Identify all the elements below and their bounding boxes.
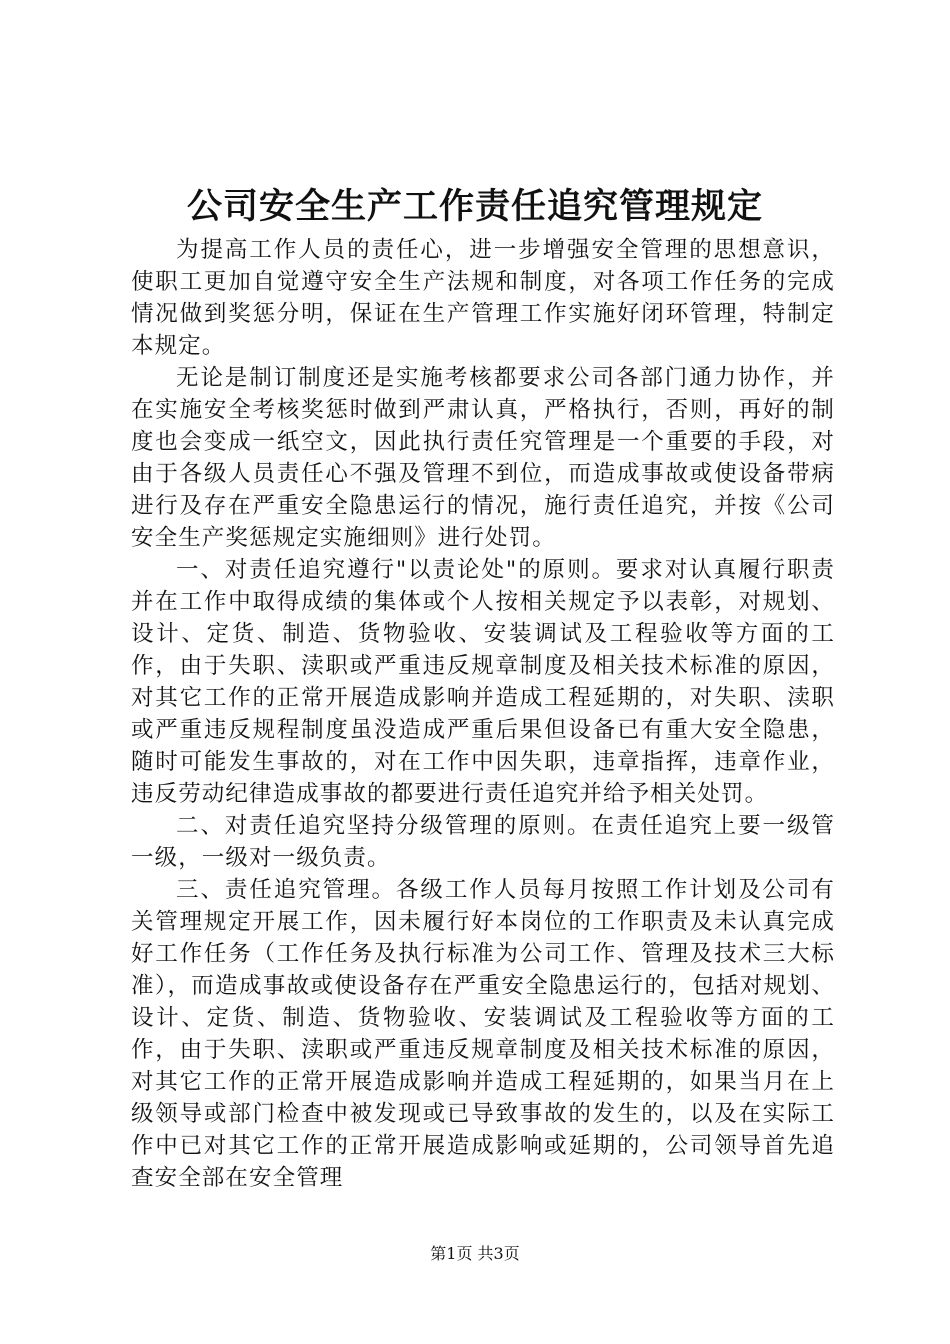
document-title: 公司安全生产工作责任追究管理规定 [186,186,763,227]
paragraph-article-2: 二、对责任追究坚持分级管理的原则。在责任追究上要一级管一级，一级对一级负责。 [131,813,835,871]
paragraph-intro: 为提高工作人员的责任心，进一步增强安全管理的思想意识，使职工更加自觉遵守安全生产法规和制度，对各项工作任务的完成情况做到奖惩分明，保证在生产管理工作实施好闭环管理，特制定本规定。 [131,237,835,359]
paragraph-article-3: 三、责任追究管理。各级工作人员每月按照工作计划及公司有关管理规定开展工作，因未履行好本岗位的工作职责及未认真完成好工作任务（工作任务及执行标准为公司工作、管理及技术三大标准），而造成事故或使设备存在严重安全隐患运行的，包括对规划、设计、定货、制造、货物验收、安装调试及工程验收等方面的工作，由于失职、渎职或严重违反规章制度及相关技术标准的原因，对其它工作的正常开展造成影响并造成工程延期的，如果当月在上级领导或部门检查中被发现或已导致事故的发生的，以及在实际工作中已对其它工作的正常开展造成影响或延期的，公司领导首先追查安全部在安全管理 [131,877,835,1191]
document-body [131,234,835,1194]
page-number: 第1页 共3页 [430,1244,520,1263]
page-footer [0,1243,950,1265]
paragraph-general: 无论是制订制度还是实施考核都要求公司各部门通力协作，并在实施安全考核奖惩时做到严肃认真，严格执行，否则，再好的制度也会变成一纸空文，因此执行责任究管理是一个重要的手段，对由于各级人员责任心不强及管理不到位，而造成事故或使设备带病进行及存在严重安全隐患运行的情况，施行责任追究，并按《公司安全生产奖惩规定实施细则》进行处罚。 [131,365,835,551]
paragraph-article-1: 一、对责任追究遵行"以责论处"的原则。要求对认真履行职责并在工作中取得成绩的集体或个人按相关规定予以表彰，对规划、设计、定货、制造、货物验收、安装调试及工程验收等方面的工作，由于失职、渎职或严重违反规章制度及相关技术标准的原因，对其它工作的正常开展造成影响并造成工程延期的，对失职、渎职或严重违反规程制度虽没造成严重后果但设备已有重大安全隐患，随时可能发生事故的，对在工作中因失职，违章指挥，违章作业，违反劳动纪律造成事故的都要进行责任追究并给予相关处罚。 [131,557,835,807]
